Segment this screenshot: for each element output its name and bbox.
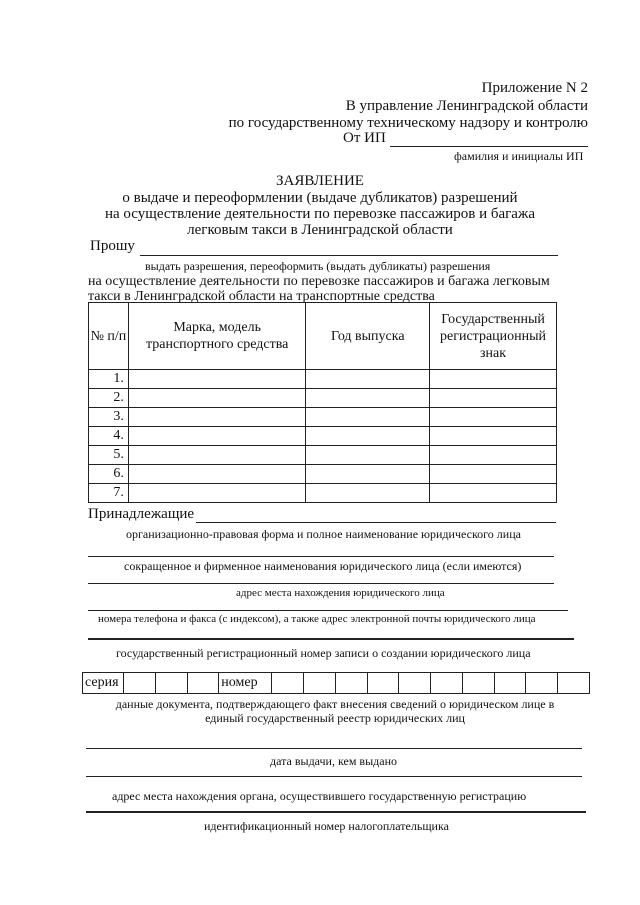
table-row bbox=[89, 446, 557, 465]
owner-org-input-line[interactable] bbox=[196, 522, 556, 523]
header-make-model: Марка, модель транспортного средства bbox=[128, 303, 306, 370]
authority-address-input-line[interactable] bbox=[86, 776, 582, 777]
number-cell[interactable] bbox=[335, 673, 367, 694]
owner-contacts-caption: номера телефона и факса (с индексом), а также адрес электронной почты юридического лица bbox=[98, 613, 536, 625]
table-row bbox=[89, 370, 557, 389]
number-cell[interactable] bbox=[272, 673, 304, 694]
make-model-cell[interactable] bbox=[128, 484, 306, 503]
year-cell[interactable] bbox=[306, 465, 430, 484]
number-cell[interactable] bbox=[462, 673, 494, 694]
request-text-line-1: на осуществление деятельности по перевозке пассажиров и багажа легковым bbox=[88, 274, 550, 289]
make-model-cell[interactable] bbox=[128, 446, 306, 465]
request-label: Прошу bbox=[90, 238, 135, 254]
registry-document-grid bbox=[82, 672, 590, 694]
row-number: 2. bbox=[89, 389, 129, 408]
request-input-line[interactable] bbox=[140, 255, 558, 256]
owner-address-input-line[interactable] bbox=[88, 583, 554, 584]
plate-cell[interactable] bbox=[430, 465, 557, 484]
series-cell[interactable] bbox=[187, 673, 219, 694]
title-line-1: о выдаче и переоформлении (выдаче дубликатов) разрешений bbox=[122, 190, 518, 206]
table-row bbox=[89, 427, 557, 446]
owner-address-caption: адрес места нахождения юридического лица bbox=[236, 587, 445, 599]
header-year: Год выпуска bbox=[306, 303, 430, 370]
series-cell[interactable] bbox=[124, 673, 156, 694]
table-row bbox=[89, 484, 557, 503]
year-cell[interactable] bbox=[306, 446, 430, 465]
recipient-line-2: по государственному техническому надзору и контролю bbox=[228, 115, 588, 131]
inn-caption: идентификационный номер налогоплательщика bbox=[204, 819, 449, 833]
number-cell[interactable] bbox=[304, 673, 336, 694]
inn-input-line[interactable] bbox=[86, 811, 586, 813]
table-header-row bbox=[89, 303, 557, 370]
year-cell[interactable] bbox=[306, 408, 430, 427]
owner-org-caption: организационно-правовая форма и полное наименование юридического лица bbox=[126, 527, 521, 541]
from-input-line[interactable] bbox=[390, 146, 588, 147]
make-model-cell[interactable] bbox=[128, 370, 306, 389]
plate-cell[interactable] bbox=[430, 446, 557, 465]
owner-ogrn-input-line[interactable] bbox=[88, 638, 574, 640]
plate-cell[interactable] bbox=[430, 408, 557, 427]
number-cell[interactable] bbox=[526, 673, 558, 694]
from-label: От ИП bbox=[343, 130, 386, 146]
form-title: ЗАЯВЛЕНИЕ bbox=[276, 173, 364, 189]
year-cell[interactable] bbox=[306, 389, 430, 408]
year-cell[interactable] bbox=[306, 427, 430, 446]
make-model-cell[interactable] bbox=[128, 408, 306, 427]
title-line-3: легковым такси в Ленинградской области bbox=[187, 222, 453, 238]
recipient-line-1: В управление Ленинградской области bbox=[345, 98, 588, 114]
year-cell[interactable] bbox=[306, 370, 430, 389]
table-row bbox=[89, 408, 557, 427]
from-caption: фамилия и инициалы ИП bbox=[454, 149, 584, 163]
number-cell[interactable] bbox=[494, 673, 526, 694]
table-row bbox=[89, 389, 557, 408]
number-cell[interactable] bbox=[399, 673, 431, 694]
number-cell[interactable] bbox=[431, 673, 463, 694]
appendix-label: Приложение N 2 bbox=[481, 80, 588, 96]
number-label: номер bbox=[219, 673, 272, 694]
number-cell[interactable] bbox=[367, 673, 399, 694]
owner-ogrn-caption: государственный регистрационный номер записи о создании юридического лица bbox=[116, 646, 531, 660]
row-number: 5. bbox=[89, 446, 129, 465]
table-row bbox=[89, 465, 557, 484]
owner-contacts-input-line[interactable] bbox=[88, 610, 568, 611]
row-number: 6. bbox=[89, 465, 129, 484]
document-caption-line-1: данные документа, подтверждающего факт внесения сведений о юридическом лице в bbox=[115, 697, 555, 711]
make-model-cell[interactable] bbox=[128, 389, 306, 408]
make-model-cell[interactable] bbox=[128, 427, 306, 446]
plate-cell[interactable] bbox=[430, 484, 557, 503]
request-text-line-2: такси в Ленинградской области на транспортные средства bbox=[88, 289, 435, 304]
number-cell[interactable] bbox=[558, 673, 590, 694]
vehicle-table bbox=[88, 302, 557, 503]
owner-short-name-input-line[interactable] bbox=[88, 556, 554, 557]
series-label: серия bbox=[83, 673, 124, 694]
header-plate: Государственный регистрационный знак bbox=[430, 303, 557, 370]
document-caption-line-2: единый государственный реестр юридических лиц bbox=[205, 711, 465, 725]
header-number: № п/п bbox=[89, 303, 129, 370]
issued-caption: дата выдачи, кем выдано bbox=[270, 754, 398, 768]
plate-cell[interactable] bbox=[430, 370, 557, 389]
issued-input-line[interactable] bbox=[86, 748, 582, 749]
series-cell[interactable] bbox=[155, 673, 187, 694]
row-number: 3. bbox=[89, 408, 129, 427]
title-line-2: на осуществление деятельности по перевозке пассажиров и багажа bbox=[105, 206, 535, 222]
row-number: 1. bbox=[89, 370, 129, 389]
row-number: 4. bbox=[89, 427, 129, 446]
make-model-cell[interactable] bbox=[128, 465, 306, 484]
plate-cell[interactable] bbox=[430, 427, 557, 446]
plate-cell[interactable] bbox=[430, 389, 557, 408]
owner-short-name-caption: сокращенное и фирменное наименования юридического лица (если имеются) bbox=[124, 559, 522, 573]
owner-label: Принадлежащие bbox=[88, 506, 195, 522]
request-caption: выдать разрешения, переоформить (выдать дубликаты) разрешения bbox=[145, 259, 491, 273]
authority-address-caption: адрес места нахождения органа, осуществившего государственную регистрацию bbox=[112, 789, 527, 803]
row-number: 7. bbox=[89, 484, 129, 503]
year-cell[interactable] bbox=[306, 484, 430, 503]
